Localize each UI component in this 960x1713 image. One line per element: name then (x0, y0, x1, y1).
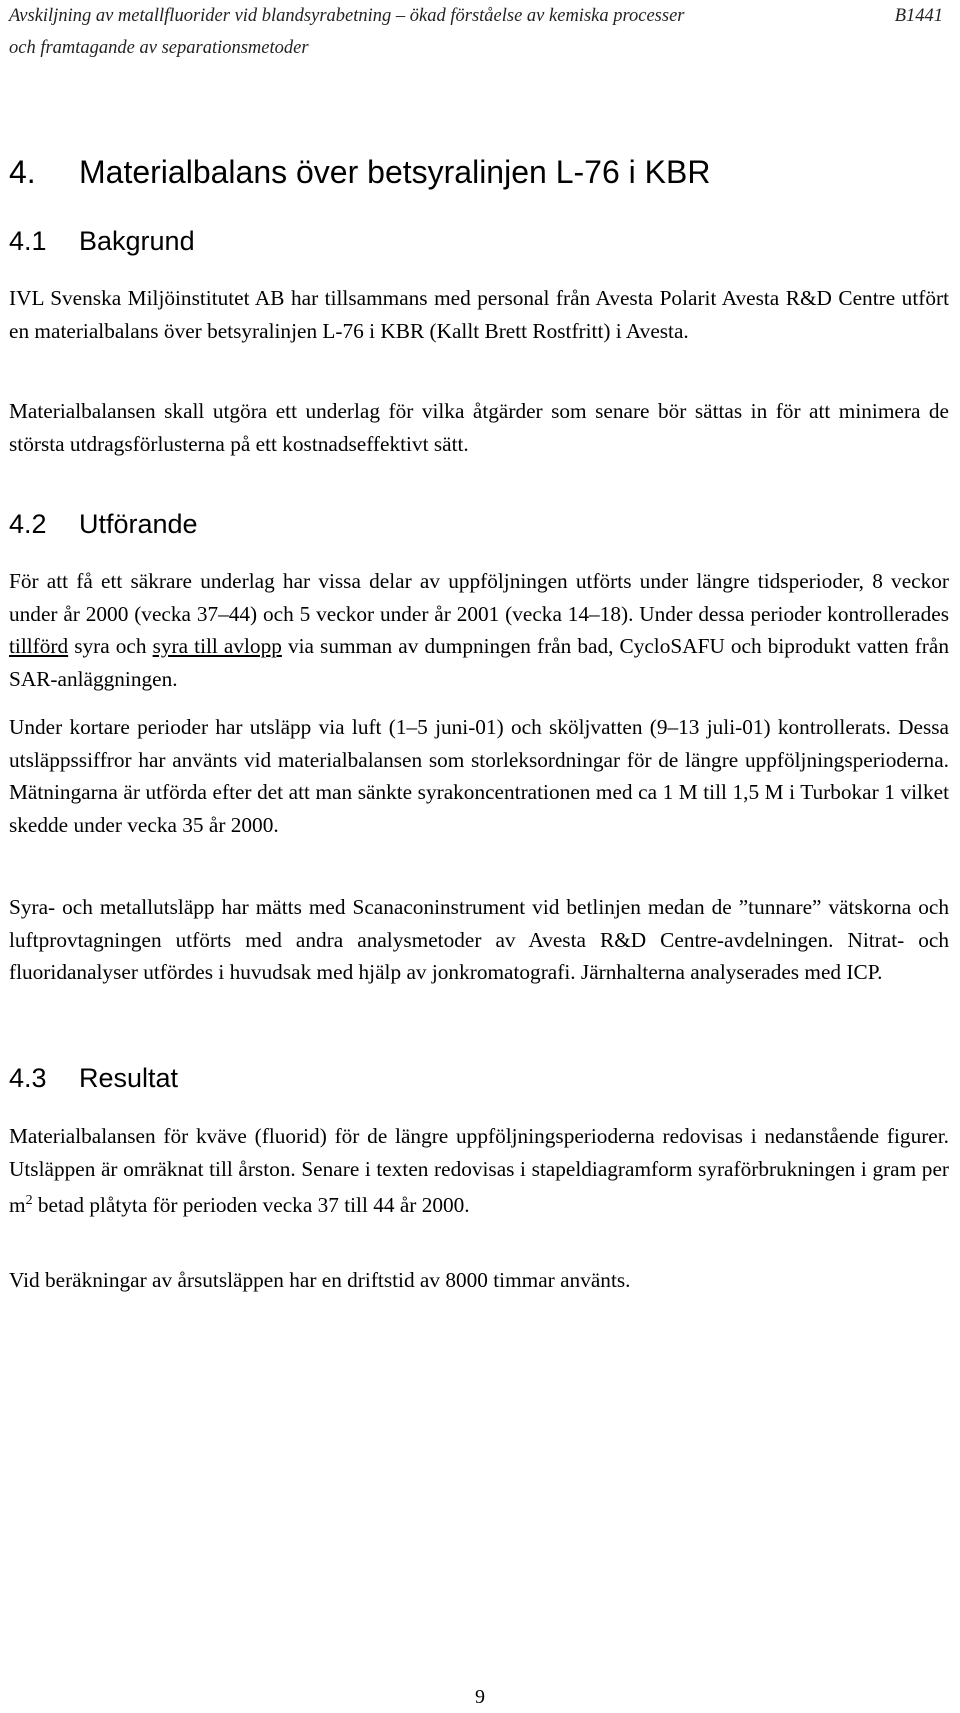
text-run: Materialbalansen för kväve (fluorid) för de längre uppföljningsperioderna redovisas i nedanstående figurer. Utsläppen är omräknat till årston. Senare i texten redovisas i stapeldiagramform syraförbrukningen i gram per m (9, 1124, 949, 1218)
section-heading-utforande (9, 507, 198, 541)
section-number: 4.2 (9, 509, 47, 539)
page-number: 9 (475, 1686, 485, 1708)
header-title-line-1: Avskiljning av metallfluorider vid blandsyrabetning – ökad förståelse av kemiska processer (9, 6, 685, 26)
report-code: B1441 (894, 6, 943, 26)
paragraph-utforande-3: Syra- och metallutsläpp har mätts med Scanaconinstrument vid betlinjen medan de ”tunnare” vätskorna och luftprovtagningen utförts med andra analysmetoder av Avesta R&D Centre-avdelningen. Nitrat- och fluoridanalyser utfördes i huvudsak med hjälp av jonkromatografi. Järnhalterna analyserades med ICP. (9, 895, 949, 984)
running-header (9, 0, 949, 64)
superscript: 2 (25, 1193, 33, 1208)
chapter-title: Materialbalans över betsyralinjen L-76 i KBR (79, 154, 711, 190)
text-run: För att få ett säkrare underlag har vissa delar av uppföljningen utförts under längre tidsperioder, 8 veckor under år 2000 (vecka 37–44) och 5 veckor under år 2001 (vecka 14–18). Under dessa perioder kontrollerades (9, 569, 949, 626)
text-run: betad plåtyta för perioden vecka 37 till 44 år 2000. (32, 1193, 470, 1218)
chapter-heading (9, 152, 710, 192)
text-run: via summan av dumpningen från bad, CycloSAFU och biprodukt vatten från SAR-anläggningen. (9, 634, 949, 691)
paragraph-utforande-1 (9, 565, 949, 695)
section-heading-bakgrund (9, 224, 195, 258)
paragraph-utforande-2: Under kortare perioder har utsläpp via luft (1–5 juni-01) och sköljvatten (9–13 juli-01) kontrollerats. Dessa utsläppssiffror har använts vid materialbalansen som storleksordningar för de längre uppföljningsperioderna. Mätningarna är utförda efter det att man sänkte syrakoncentrationen med ca 1 M till 1,5 M i Turbokar 1 vilket skedde under vecka 35 år 2000. (9, 715, 949, 837)
header-title-line-2: och framtagande av separationsmetoder (9, 38, 309, 58)
section-number: 4.1 (9, 226, 47, 256)
paragraph-resultat-2: Vid beräkningar av årsutsläppen har en driftstid av 8000 timmar använts. (9, 1268, 631, 1292)
chapter-number: 4. (9, 154, 36, 190)
paragraph-bakgrund-2: Materialbalansen skall utgöra ett underlag för vilka åtgärder som senare bör sättas in för att minimera de största utdragsförlusterna på ett kostnadseffektivt sätt. (9, 399, 949, 456)
section-heading-resultat (9, 1061, 178, 1095)
section-title: Utförande (79, 509, 198, 539)
section-number: 4.3 (9, 1063, 47, 1093)
underlined-term-tillford: tillförd (9, 634, 69, 658)
underlined-term-syra-till-avlopp: syra till avlopp (152, 634, 282, 658)
text-run: syra och (68, 634, 153, 658)
paragraph-bakgrund-1: IVL Svenska Miljöinstitutet AB har tillsammans med personal från Avesta Polarit Avesta R&D Centre utfört en materialbalans över betsyralinjen L-76 i KBR (Kallt Brett Rostfritt) i Avesta. (9, 286, 949, 343)
paragraph-resultat-1 (9, 1120, 949, 1222)
section-title: Resultat (79, 1063, 179, 1093)
section-title: Bakgrund (79, 226, 195, 256)
